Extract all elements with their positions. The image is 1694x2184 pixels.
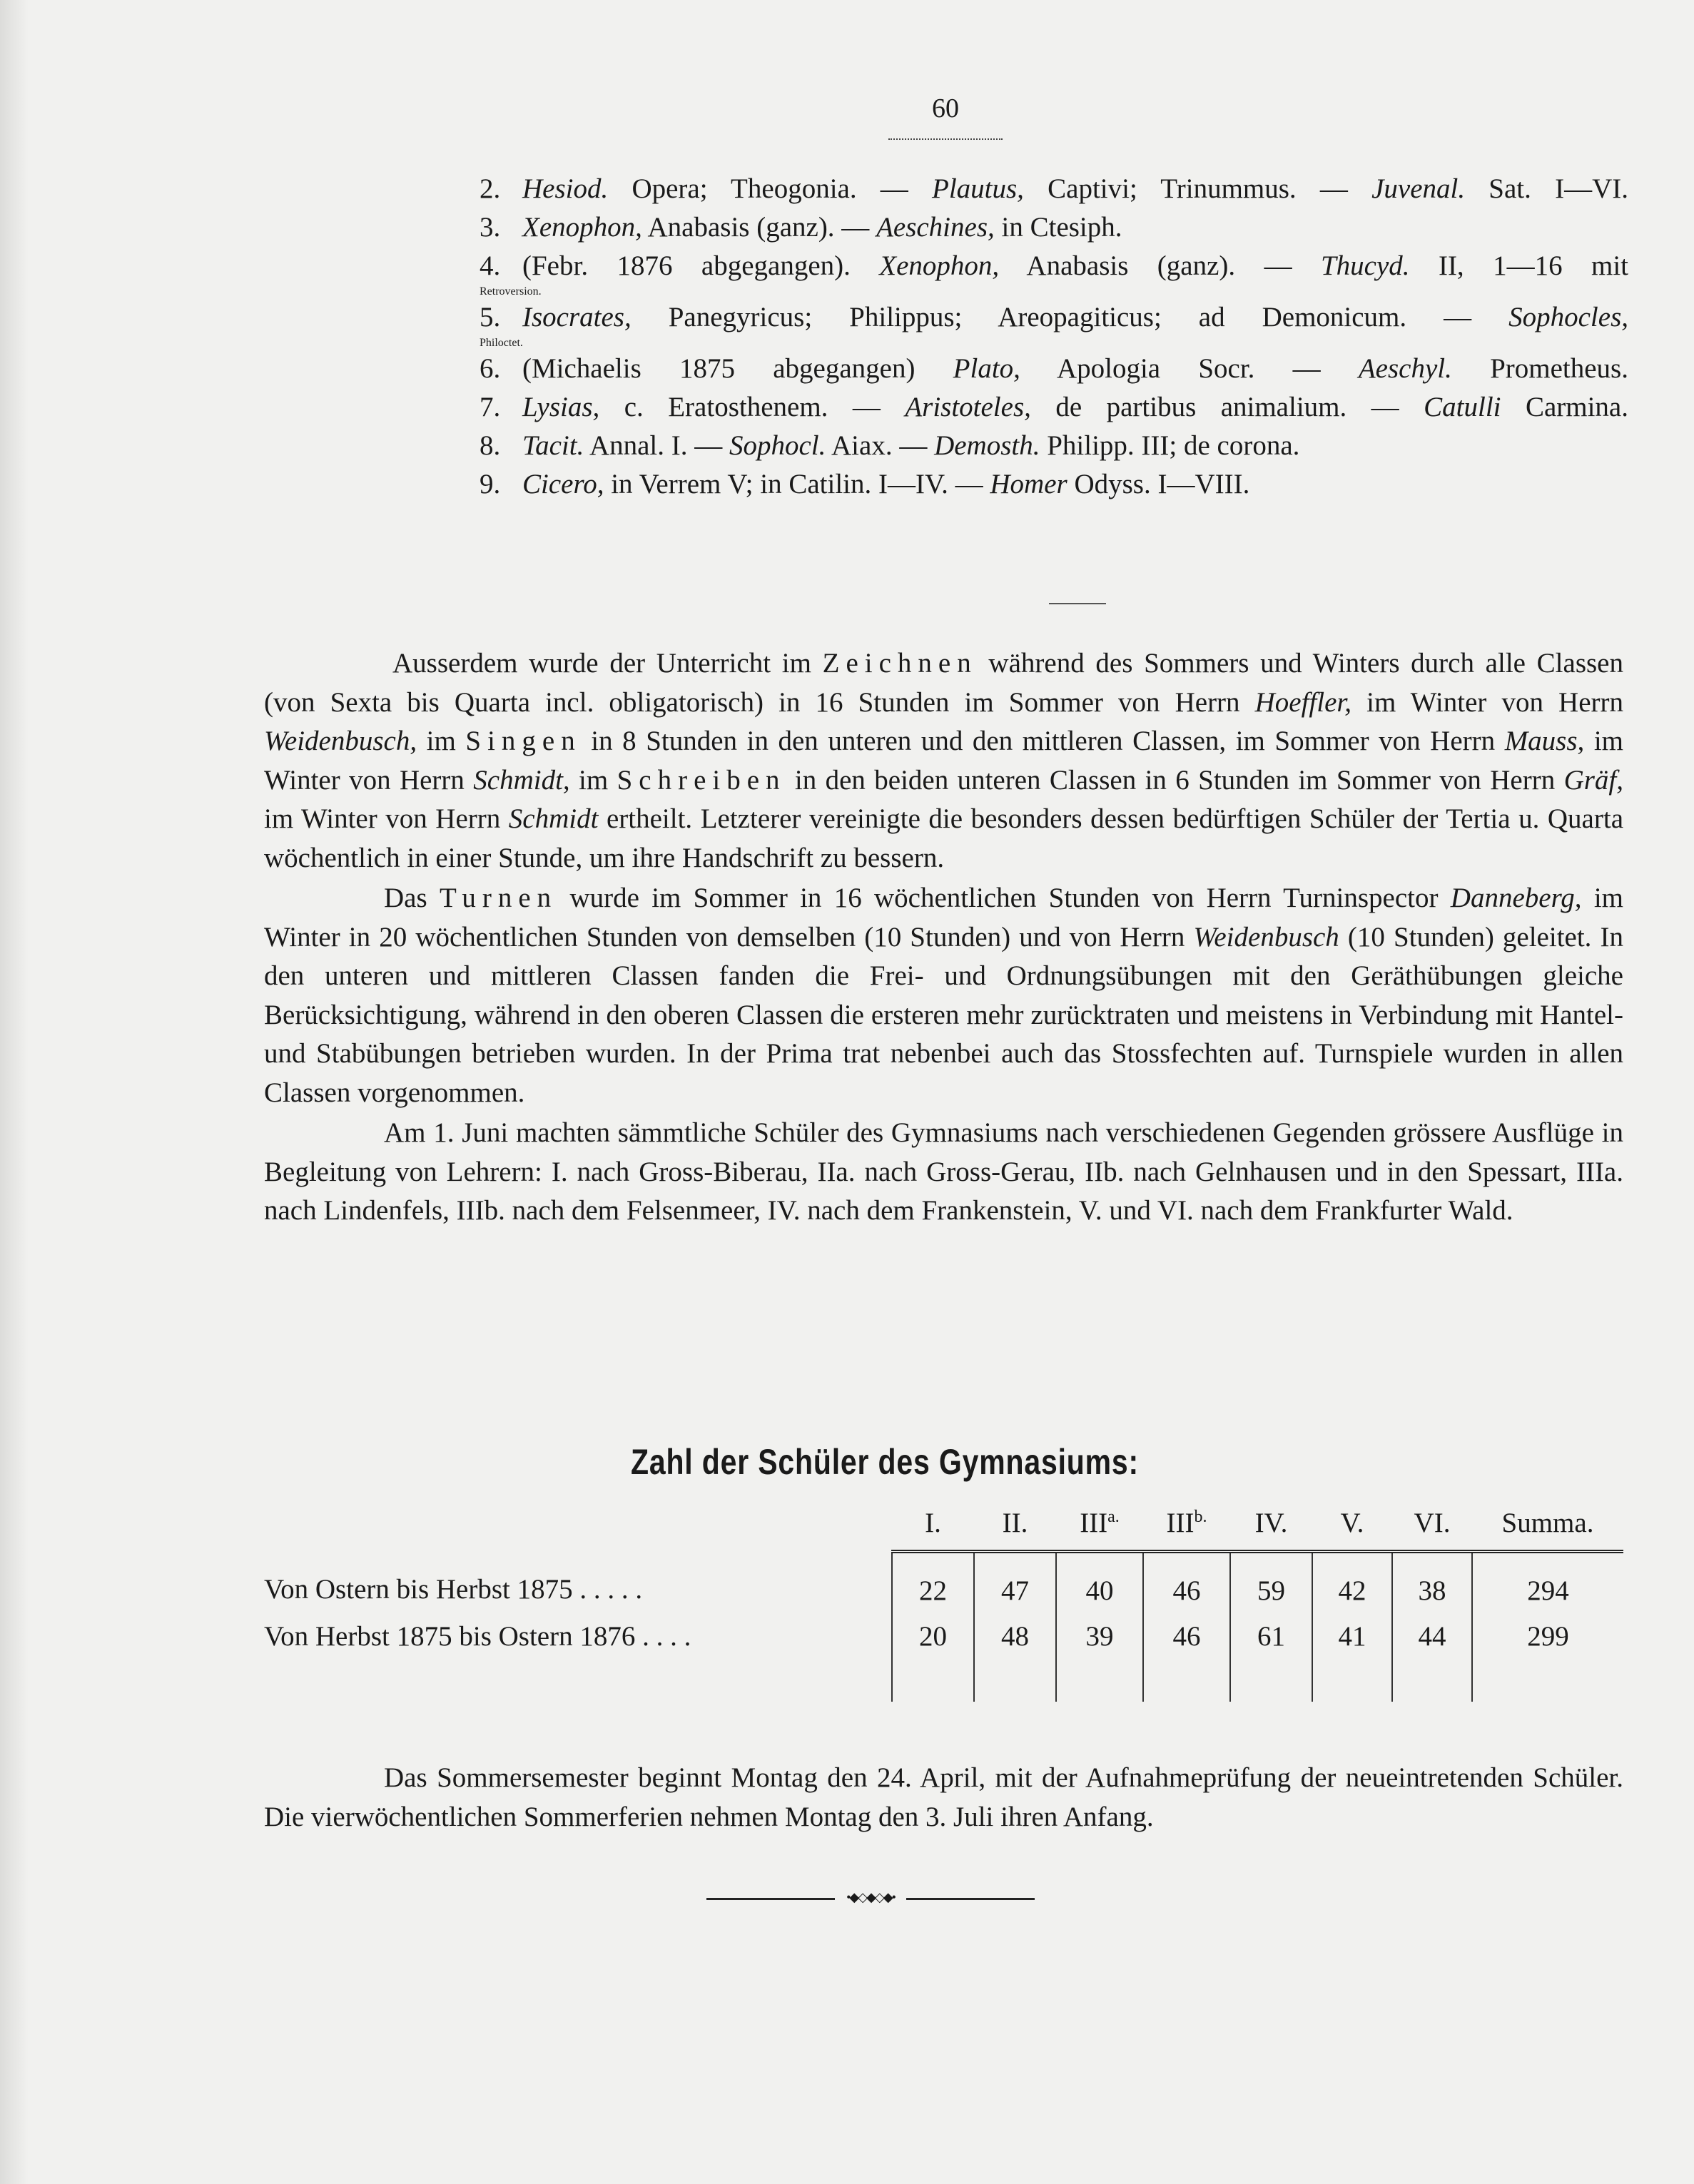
list-item-text [522, 247, 1628, 285]
list-item-text [522, 350, 1628, 388]
body-paragraph [264, 644, 1623, 878]
list-item-number: 2. [480, 173, 501, 204]
italic-name: Plato, [953, 353, 1020, 384]
spacer-cell [1312, 1659, 1392, 1702]
list-item-text [522, 388, 1628, 427]
italic-name: Tacit. [522, 430, 584, 461]
table-cell: 59 [1230, 1552, 1312, 1614]
list-item-number: 6. [480, 353, 501, 384]
spacer-cell [1392, 1659, 1472, 1702]
body-paragraph [264, 1114, 1623, 1231]
list-item-continuation: Philoctet. [480, 337, 523, 349]
italic-name: Catulli [1424, 392, 1501, 422]
italic-name: Sophocl. [729, 430, 826, 461]
text-run: Opera; Theogonia. — [608, 173, 932, 204]
column-header-label: IV. [1254, 1507, 1288, 1538]
statistics-body [264, 1552, 1623, 1702]
spacer-cell [1056, 1659, 1143, 1702]
column-header-label: II. [1002, 1507, 1028, 1538]
page-gutter-shadow [0, 0, 29, 2184]
list-item [480, 465, 1628, 504]
table-cell: 294 [1472, 1552, 1623, 1614]
table-cell: 46 [1143, 1613, 1230, 1659]
text-run: im Winter von Herrn [264, 726, 1624, 796]
list-item-number: 5. [480, 302, 501, 332]
italic-name: Juvenal. [1371, 173, 1466, 204]
list-item-text [522, 298, 1628, 337]
italic-name: Xenophon, [522, 212, 642, 243]
column-header [1472, 1495, 1623, 1552]
italic-name: Schmidt, [473, 764, 570, 796]
column-header-label: III [1166, 1507, 1195, 1538]
row-label: Von Ostern bis Herbst 1875 . . . . . [264, 1574, 643, 1605]
italic-name: Isocrates, [522, 302, 632, 332]
italic-name: Aeschyl. [1358, 353, 1452, 384]
list-end-rule [1049, 603, 1106, 604]
body-text [264, 644, 1623, 1232]
column-header-label: VI. [1414, 1507, 1451, 1538]
text-run: im Winter von Herrn [1351, 686, 1623, 718]
italic-name: Weidenbusch [1193, 921, 1339, 953]
table-row [264, 1613, 1623, 1659]
italic-name: Weidenbusch, [264, 726, 417, 756]
list-item-number: 7. [480, 392, 501, 422]
italic-name: Gräf, [1563, 764, 1624, 796]
spacer-cell [1143, 1659, 1230, 1702]
text-run: Anabasis (ganz). — [999, 250, 1321, 281]
list-item-text [522, 170, 1628, 208]
column-header [1056, 1495, 1143, 1552]
text-run: im [417, 726, 466, 756]
row-label: Von Herbst 1875 bis Ostern 1876 . . . . [264, 1620, 691, 1652]
list-item [480, 208, 1628, 247]
list-item [480, 170, 1628, 208]
table-cell: 22 [892, 1552, 974, 1614]
list-item-number: 9. [480, 469, 501, 499]
spacer-cell [1230, 1659, 1312, 1702]
text-run: Captivi; Trinummus. — [1023, 173, 1372, 204]
text-run: ertheilt. Letzterer vereinigte die besonders dessen bedürftigen Schüler der Tertia u. Quarta wöchentlich in einer Stunde, um ihre Handschrift zu bessern. [264, 803, 1623, 873]
text-run: Sat. I—VI. [1465, 173, 1628, 204]
column-header-label: III [1080, 1507, 1108, 1538]
table-cell: 20 [892, 1613, 974, 1659]
table-cell: 42 [1312, 1552, 1392, 1614]
statistics-title: Zahl der Schüler des Gymnasiums: [630, 1442, 1140, 1482]
spacer-cell [892, 1659, 974, 1702]
italic-name: Sophocles, [1508, 302, 1628, 332]
italic-name: Danneberg, [1450, 883, 1582, 913]
italic-name: Mauss, [1504, 726, 1585, 756]
italic-name: Demosth. [934, 430, 1040, 461]
text-run: c. Eratosthenem. — [599, 392, 906, 422]
column-header-superscript: a. [1107, 1507, 1120, 1526]
list-item [480, 247, 1628, 285]
table-cell: 46 [1143, 1552, 1230, 1614]
list-item [480, 388, 1628, 427]
end-ornament: •◆◇◆◇◆• [835, 1891, 906, 1903]
text-run: in den beiden unteren Classen in 6 Stunden im Sommer von Herrn [786, 764, 1564, 796]
table-cell: 61 [1230, 1613, 1312, 1659]
italic-name: Xenophon, [879, 250, 1000, 281]
column-header [1143, 1495, 1230, 1552]
text-run: Anabasis (ganz). — [641, 212, 877, 243]
italic-name: Plautus, [932, 173, 1024, 204]
spacer-cell [1472, 1659, 1623, 1702]
list-item [480, 427, 1628, 465]
table-cell: 41 [1312, 1613, 1392, 1659]
statistics-table [264, 1495, 1623, 1702]
text-run: in Ctesiph. [994, 212, 1122, 243]
column-header [1312, 1495, 1392, 1552]
list-item-continuation: Retroversion. [480, 285, 542, 298]
text-run: II, 1—16 mit [1409, 250, 1629, 281]
text-run: Aiax. — [826, 430, 935, 461]
text-run: Annal. I. — [584, 430, 729, 461]
text-run: Carmina. [1501, 392, 1628, 422]
column-header-label: V. [1340, 1507, 1364, 1538]
reading-list [480, 170, 1628, 504]
spaced-subject: Singen [465, 726, 582, 756]
list-item [480, 350, 1628, 388]
italic-name: Homer [990, 469, 1067, 499]
text-run: Panegyricus; Philippus; Areopagiticus; ad Demonicum. — [631, 302, 1509, 332]
table-cell: 39 [1056, 1613, 1143, 1659]
text-run: in Verrem V; in Catilin. I—IV. — [604, 469, 990, 499]
list-item-number: 3. [480, 212, 501, 243]
italic-name: Schmidt [508, 803, 599, 834]
column-header-superscript: b. [1194, 1507, 1207, 1526]
column-header-label: Summa. [1501, 1507, 1594, 1538]
text-run: während des Sommers und Winters durch alle Classen (von Sexta bis Quarta incl. obligatorisch) in 16 Stunden im Sommer von Herrn [264, 648, 1623, 718]
text-run: Philipp. III; de corona. [1040, 430, 1300, 461]
column-header [892, 1495, 974, 1552]
table-cell: 40 [1056, 1552, 1143, 1614]
list-item-number: 4. [480, 250, 501, 281]
text-run: Apologia Socr. — [1020, 353, 1359, 384]
column-header [1230, 1495, 1312, 1552]
italic-name: Thucyd. [1320, 250, 1410, 281]
statistics-header-row [264, 1495, 1623, 1552]
italic-name: Hoeffler, [1254, 686, 1352, 718]
table-cell: 299 [1472, 1613, 1623, 1659]
page-number: 60 [932, 93, 959, 123]
closing-text: Das Sommersemester beginnt Montag den 24. April, mit der Aufnahmeprüfung der neueintretenden Schüler. Die vierwöchentlichen Sommerferien nehmen Montag den 3. Juli ihren Anfang. [264, 1762, 1623, 1832]
text-run: Das [384, 883, 440, 913]
spacer-cell [264, 1659, 892, 1702]
text-run: im [569, 764, 617, 796]
column-header-label: I. [925, 1507, 941, 1538]
column-header [974, 1495, 1056, 1552]
table-cell: 38 [1392, 1552, 1472, 1614]
italic-name: Lysias, [522, 392, 600, 422]
table-cell: 44 [1392, 1613, 1472, 1659]
italic-name: Aristoteles, [905, 392, 1031, 422]
table-row [264, 1552, 1623, 1614]
page-number-ornament [888, 133, 1003, 140]
list-item-number: 8. [480, 430, 501, 461]
text-run: im Winter von Herrn [264, 803, 509, 834]
body-paragraph [264, 879, 1623, 1112]
list-item [480, 298, 1628, 337]
spaced-subject: Zeichnen [822, 648, 978, 679]
text-run: de partibus animalium. — [1030, 392, 1424, 422]
text-run: Am 1. Juni machten sämmtliche Schüler des Gymnasiums nach verschiedenen Gegenden grössere Ausflüge in Begleitung von Lehrern: I. nach Gross-Biberau, IIa. nach Gross-Gerau, IIb. nach Gelnhausen und in den Spessart, IIIa. nach Lindenfels, IIIb. nach dem Felsenmeer, IV. nach dem Frankenstein, V. und VI. nach dem Frankfurter Wald. [264, 1117, 1623, 1226]
column-header [1392, 1495, 1472, 1552]
list-item-text [522, 427, 1628, 465]
table-cell: 47 [974, 1552, 1056, 1614]
text-run: Ausserdem wurde der Unterricht im [392, 648, 823, 679]
spaced-subject: Turnen [439, 883, 558, 913]
text-run: wurde im Sommer in 16 wöchentlichen Stunden von Herrn Turninspector [557, 883, 1451, 913]
text-run: (Febr. 1876 abgegangen). [522, 250, 880, 281]
text-run: (Michaelis 1875 abgegangen) [522, 353, 953, 384]
list-item-text [522, 465, 1628, 504]
spaced-subject: Schreiben [617, 764, 786, 796]
table-spacer-row [264, 1659, 1623, 1702]
italic-name: Cicero, [522, 469, 604, 499]
header-spacer [264, 1495, 892, 1552]
text-run: (10 Stunden) geleitet. In den unteren und mittleren Classen fanden die Frei- und Ordnungsübungen mit den Geräthübungen gleiche Berücksichtigung, während in den oberen Classen die ersteren mehr zurücktraten und meistens in Verbindung mit Hantel- und Stabübungen betrieben wurden. In der Prima trat nebenbei auch das Stossfechten auf. Turnspiele wurden in allen Classen vorgenommen. [264, 921, 1623, 1108]
italic-name: Hesiod. [522, 173, 609, 204]
spacer-cell [974, 1659, 1056, 1702]
closing-paragraph [264, 1759, 1623, 1837]
text-run: Odyss. I—VIII. [1067, 469, 1250, 499]
text-run: im Winter in 20 wöchentlichen Stunden von demselben (10 Stunden) und von Herrn [264, 883, 1623, 953]
text-run: Prometheus. [1451, 353, 1628, 384]
table-cell: 48 [974, 1613, 1056, 1659]
list-item-text [522, 208, 1628, 247]
text-run: in 8 Stunden in den unteren und den mittleren Classen, im Sommer von Herrn [581, 726, 1505, 756]
italic-name: Aeschines, [876, 212, 995, 243]
